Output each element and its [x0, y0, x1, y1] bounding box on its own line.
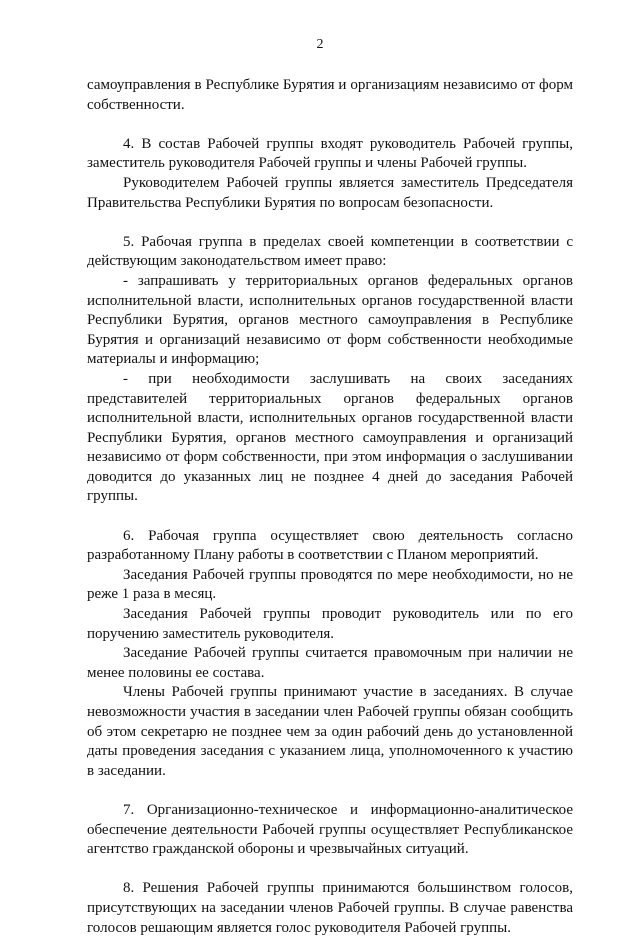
document-body [87, 76, 573, 938]
paragraph: Заседание Рабочей группы считается правомочным при наличии не менее половины ее состава. [87, 645, 573, 681]
paragraph: Руководителем Рабочей группы является заместитель Председателя Правительства Республики Бурятия по вопросам безопасности. [87, 174, 573, 211]
paragraph: 8. Решения Рабочей группы принимаются большинством голосов, присутствующих на заседании членов Рабочей группы. В случае равенства голосов решающим является голос руководителя Рабочей группы. [87, 880, 573, 936]
paragraph: - запрашивать у территориальных органов федеральных органов исполнительной власти, исполнительных органов государственной власти Республики Бурятия, органов местного самоуправления в Республике Бурятия и организаций независимо от форм собственности необходимые материалы и информацию; [87, 272, 573, 368]
paragraph: - при необходимости заслушивать на своих заседаниях представителей территориальных органов федеральных органов исполнительной власти, исполнительных органов государственной власти Республики Бурятия, органов местного самоуправления и организаций независимо от форм собственности, при этом информация о заслушивании доводится до указанных лиц не позднее 4 дней до заседания Рабочей группы. [87, 370, 573, 505]
paragraph: 4. В состав Рабочей группы входят руководитель Рабочей группы, заместитель руководителя Рабочей группы и члены Рабочей группы. [87, 135, 573, 172]
paragraph: 5. Рабочая группа в пределах своей компетенции в соответствии с действующим законодательством имеет право: [87, 233, 573, 270]
paragraph: 7. Организационно-техническое и информационно-аналитическое обеспечение деятельности Рабочей группы осуществляет Республиканское агентство гражданской обороны и чрезвычайных ситуаций. [87, 801, 573, 858]
paragraph-spacer [87, 507, 573, 527]
paragraph: самоуправления в Республике Бурятия и организациям независимо от форм собственности. [87, 77, 573, 113]
paragraph: Заседания Рабочей группы проводит руководитель или по его поручению заместитель руководителя. [87, 606, 573, 642]
page-number: 2 [316, 37, 324, 52]
paragraph-spacer [87, 115, 573, 135]
paragraph: Заседания Рабочей группы проводятся по мере необходимости, но не реже 1 раза в месяц. [87, 566, 573, 603]
paragraph: 6. Рабочая группа осуществляет свою деятельность согласно разработанному Плану работы в соответствии с Планом мероприятий. [87, 527, 573, 564]
paragraph-spacer [87, 860, 573, 880]
paragraph-spacer [87, 213, 573, 233]
paragraph: Члены Рабочей группы принимают участие в заседаниях. В случае невозможности участия в заседании член Рабочей группы обязан сообщить об этом секретарю не позднее чем за один рабочий день до установленной даты проведения заседания с указанием лица, уполномоченного к участию в заседании. [87, 684, 573, 779]
paragraph-spacer [87, 781, 573, 801]
